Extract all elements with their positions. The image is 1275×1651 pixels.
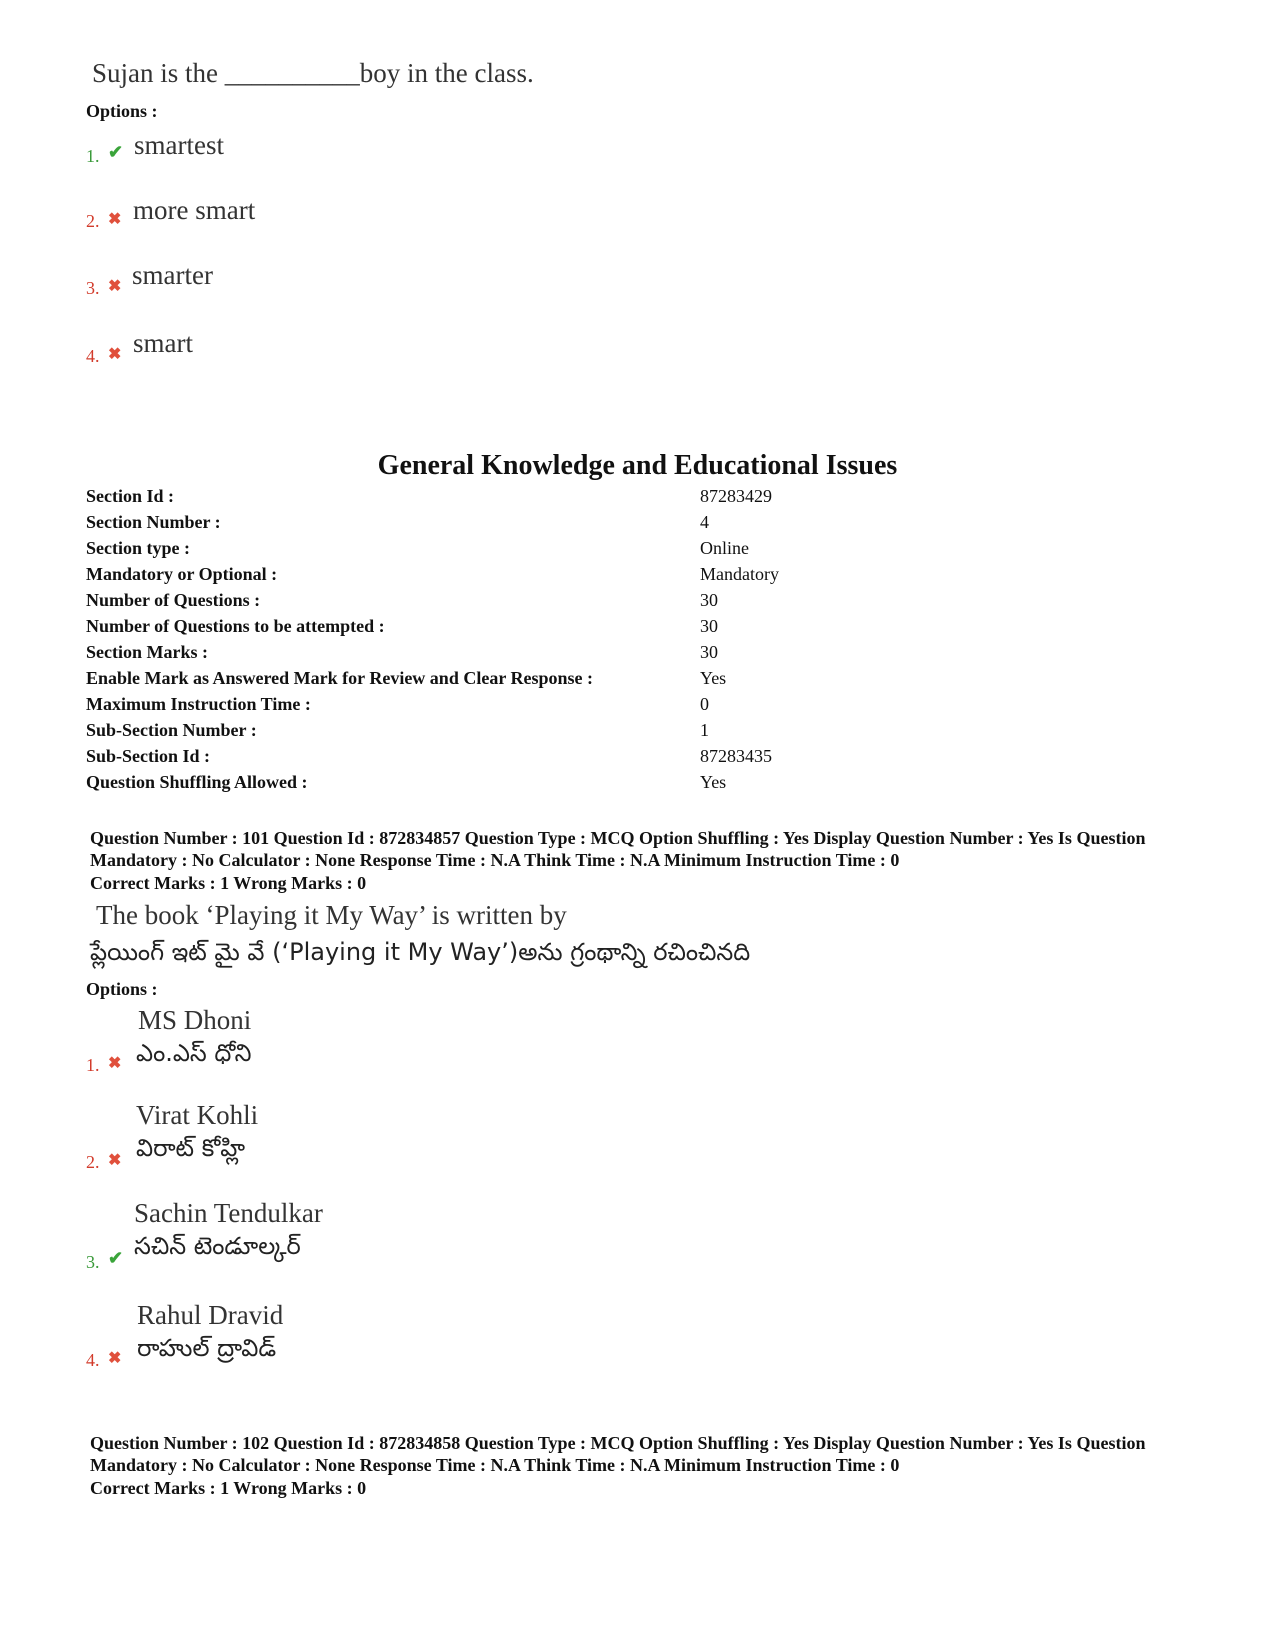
option-text-english: Sachin Tendulkar <box>134 1198 323 1228</box>
cross-icon: ✖ <box>108 1152 122 1169</box>
option-number: 3. <box>86 278 100 298</box>
section-info-value: 0 <box>700 694 709 714</box>
section-info-value: Yes <box>700 668 727 688</box>
section-info-value: Mandatory <box>700 564 779 584</box>
section-info-key: Section Marks : <box>86 642 208 662</box>
option-number: 1. <box>86 146 100 166</box>
option-text-english: MS Dhoni <box>138 1005 252 1035</box>
question-marks: Correct Marks : 1 Wrong Marks : 0 <box>90 1478 367 1498</box>
option-number: 1. <box>86 1055 100 1075</box>
section-info-key: Number of Questions : <box>86 590 261 610</box>
option-text: more smart <box>133 195 256 225</box>
question-stem-telugu: ప్లేయింగ్ ఇట్ మై వే (‘Playing it My Way’)అను గ్రంథాన్ని రచించినది <box>90 938 751 966</box>
option-text: smart <box>133 328 193 358</box>
section-info-value: 30 <box>700 642 718 662</box>
option-number: 4. <box>86 1350 100 1370</box>
question-marks: Correct Marks : 1 Wrong Marks : 0 <box>90 873 367 893</box>
cross-icon: ✖ <box>108 278 122 295</box>
cross-icon: ✖ <box>108 211 122 228</box>
section-info-key: Section Id : <box>86 486 175 506</box>
question-stem-english: The book ‘Playing it My Way’ is written by <box>96 900 567 930</box>
option-number: 2. <box>86 1152 100 1172</box>
section-info-key: Sub-Section Number : <box>86 720 257 740</box>
section-info-value: 4 <box>700 512 709 532</box>
option-text-telugu: సచిన్ టెండూల్కర్ <box>134 1232 301 1260</box>
section-info-key: Section type : <box>86 538 190 558</box>
option-number: 3. <box>86 1252 100 1272</box>
option-text: smarter <box>132 260 213 290</box>
section-info-value: 30 <box>700 590 718 610</box>
check-icon: ✔ <box>108 1248 124 1268</box>
section-info-key: Number of Questions to be attempted : <box>86 616 385 636</box>
section-info-value: 87283435 <box>700 746 772 766</box>
options-label: Options : <box>86 979 158 999</box>
section-info-key: Enable Mark as Answered Mark for Review and Clear Response : <box>86 668 593 688</box>
cross-icon: ✖ <box>108 1350 122 1367</box>
question-meta: Question Number : 101 Question Id : 872834857 Question Type : MCQ Option Shuffling : Yes Display Question Number : Yes Is Question Mandatory : No Calculator : None Response Time : N.A Think Time : N.A Minimum Instruction Time : 0 <box>90 828 1146 870</box>
option-number: 4. <box>86 346 100 366</box>
section-info-value: 87283429 <box>700 486 772 506</box>
check-icon: ✔ <box>108 142 124 162</box>
option-text-english: Rahul Dravid <box>137 1300 284 1330</box>
section-title: General Knowledge and Educational Issues <box>377 450 898 481</box>
options-label: Options : <box>86 101 158 121</box>
section-info-key: Maximum Instruction Time : <box>86 694 311 714</box>
section-info-value: 30 <box>700 616 718 636</box>
option-text-telugu: ఎం.ఎస్ ధోని <box>136 1039 252 1067</box>
cross-icon: ✖ <box>108 346 122 363</box>
option-text-telugu: విరాట్ కోహ్లి <box>136 1134 246 1162</box>
option-text-telugu: రాహుల్ ద్రావిడ్ <box>137 1334 277 1362</box>
option-text-english: Virat Kohli <box>136 1100 259 1130</box>
option-number: 2. <box>86 211 100 231</box>
section-info-value: Online <box>700 538 749 558</box>
section-info-key: Mandatory or Optional : <box>86 564 278 584</box>
question-meta: Question Number : 102 Question Id : 872834858 Question Type : MCQ Option Shuffling : Yes Display Question Number : Yes Is Question Mandatory : No Calculator : None Response Time : N.A Think Time : N.A Minimum Instruction Time : 0 <box>90 1433 1146 1475</box>
section-info-value: Yes <box>700 772 727 792</box>
section-info-key: Section Number : <box>86 512 221 532</box>
question-stem: Sujan is the __________boy in the class. <box>92 58 534 88</box>
section-info-value: 1 <box>700 720 709 740</box>
section-info-key: Sub-Section Id : <box>86 746 211 766</box>
section-info-key: Question Shuffling Allowed : <box>86 772 308 792</box>
cross-icon: ✖ <box>108 1055 122 1072</box>
option-text: smartest <box>134 130 224 160</box>
